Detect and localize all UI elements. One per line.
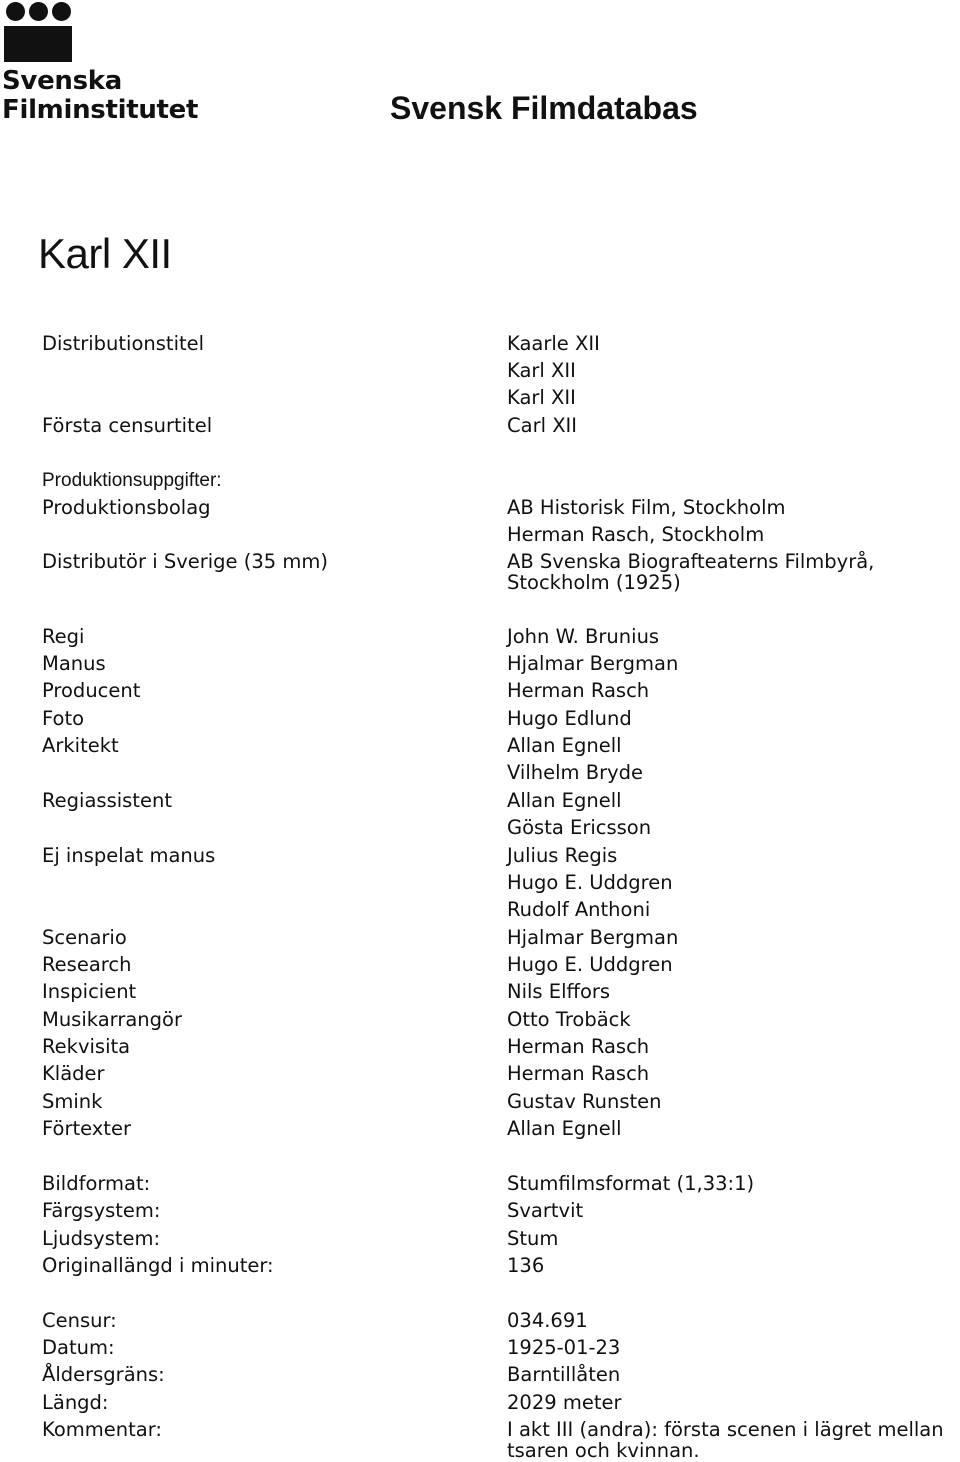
title-value: Carl XII xyxy=(507,414,578,437)
logo-dot xyxy=(6,2,25,21)
ej-inspelat-manus-label: Ej inspelat manus xyxy=(42,844,216,867)
crew-value: Hugo E. Uddgren xyxy=(507,871,673,894)
crew-value: Vilhelm Bryde xyxy=(507,761,644,784)
crew-value: Hugo E. Uddgren xyxy=(507,953,673,976)
ljudsystem-value: Stum xyxy=(507,1227,559,1250)
site-title: Svensk Filmdatabas xyxy=(390,90,698,126)
crew-value: Herman Rasch xyxy=(507,1035,650,1058)
production-heading: Produktionsuppgifter: xyxy=(42,470,222,491)
distributor-value-line2: Stockholm (1925) xyxy=(507,571,681,594)
crew-value: Hugo Edlund xyxy=(507,707,632,730)
censur-label: Censur: xyxy=(42,1309,117,1332)
censur-value: 034.691 xyxy=(507,1309,588,1332)
crew-value: Allan Egnell xyxy=(507,734,622,757)
crew-value: Allan Egnell xyxy=(507,1117,622,1140)
title-value: Karl XII xyxy=(507,386,576,409)
produktionsbolag-value: Herman Rasch, Stockholm xyxy=(507,523,765,546)
scenario-label: Scenario xyxy=(42,926,127,949)
logo-block xyxy=(4,26,72,62)
crew-value: Rudolf Anthoni xyxy=(507,898,651,921)
crew-value: Herman Rasch xyxy=(507,679,650,702)
klader-label: Kläder xyxy=(42,1062,105,1085)
regiassistent-label: Regiassistent xyxy=(42,789,172,812)
crew-value: Gösta Ericsson xyxy=(507,816,652,839)
title-value: Karl XII xyxy=(507,359,576,382)
logo-dot xyxy=(52,2,71,21)
svenska-filminstitutet-logo xyxy=(2,2,202,126)
inspicient-label: Inspicient xyxy=(42,980,137,1003)
fargsystem-label: Färgsystem: xyxy=(42,1199,161,1222)
rekvisita-label: Rekvisita xyxy=(42,1035,131,1058)
musikarrangor-label: Musikarrangör xyxy=(42,1008,182,1031)
kommentar-value: I akt III (andra): första scenen i lägret mellan tsaren och kvinnan. xyxy=(507,1418,944,1462)
arkitekt-label: Arkitekt xyxy=(42,734,119,757)
originallangd-label: Originallängd i minuter: xyxy=(42,1254,274,1277)
distributor-value-line1: AB Svenska Biografteaterns Filmbyrå, xyxy=(507,550,875,573)
datum-label: Datum: xyxy=(42,1336,115,1359)
crew-value: Nils Elffors xyxy=(507,980,611,1003)
fortexter-label: Förtexter xyxy=(42,1117,131,1140)
produktionsbolag-value: AB Historisk Film, Stockholm xyxy=(507,496,786,519)
distributionstitel-label: Distributionstitel xyxy=(42,332,205,355)
logo-text-line1: Svenska xyxy=(2,66,123,96)
crew-value: Gustav Runsten xyxy=(507,1090,662,1113)
crew-value: Julius Regis xyxy=(507,844,618,867)
crew-value: Hjalmar Bergman xyxy=(507,652,679,675)
originallangd-value: 136 xyxy=(507,1254,545,1277)
forsta-censurtitel-label: Första censurtitel xyxy=(42,414,213,437)
manus-label: Manus xyxy=(42,652,106,675)
datum-value: 1925-01-23 xyxy=(507,1336,621,1359)
title-value: Kaarle XII xyxy=(507,332,600,355)
aldersgrans-value: Barntillåten xyxy=(507,1363,621,1386)
ljudsystem-label: Ljudsystem: xyxy=(42,1227,161,1250)
research-label: Research xyxy=(42,953,132,976)
regi-label: Regi xyxy=(42,625,85,648)
logo-text-line2: Filminstitutet xyxy=(2,95,199,125)
bildformat-value: Stumfilmsformat (1,33:1) xyxy=(507,1172,755,1195)
crew-value: Otto Trobäck xyxy=(507,1008,631,1031)
crew-value: Hjalmar Bergman xyxy=(507,926,679,949)
langd-value: 2029 meter xyxy=(507,1391,622,1414)
langd-label: Längd: xyxy=(42,1391,109,1414)
aldersgrans-label: Åldersgräns: xyxy=(42,1363,165,1386)
kommentar-label: Kommentar: xyxy=(42,1418,162,1441)
crew-value: Herman Rasch xyxy=(507,1062,650,1085)
crew-value: John W. Brunius xyxy=(507,625,660,648)
foto-label: Foto xyxy=(42,707,85,730)
bildformat-label: Bildformat: xyxy=(42,1172,151,1195)
smink-label: Smink xyxy=(42,1090,103,1113)
logo-dot xyxy=(29,2,48,21)
film-title: Karl XII xyxy=(38,230,172,277)
fargsystem-value: Svartvit xyxy=(507,1199,584,1222)
produktionsbolag-label: Produktionsbolag xyxy=(42,496,211,519)
distributor-label: Distributör i Sverige (35 mm) xyxy=(42,550,328,573)
crew-value: Allan Egnell xyxy=(507,789,622,812)
producent-label: Producent xyxy=(42,679,141,702)
